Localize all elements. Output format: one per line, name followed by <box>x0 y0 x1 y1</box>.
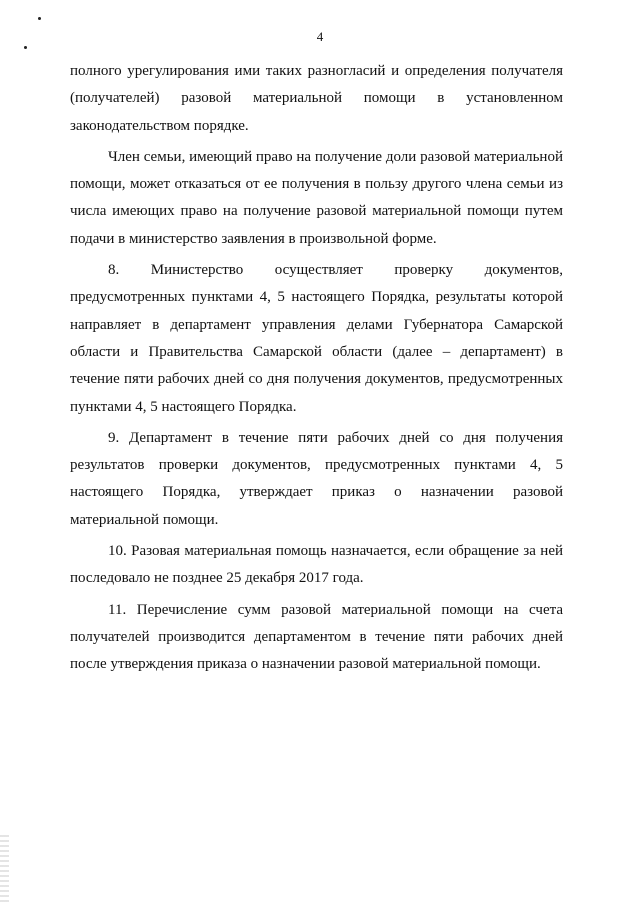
scan-edge-artifact <box>0 835 9 905</box>
page-number: 4 <box>316 29 324 44</box>
paragraph-continuation: полного урегулирования ими таких разногласий и определения получателя (получателей) разовой материальной помощи в установленном законодательством порядке. <box>70 63 563 134</box>
paragraph-family-member-refusal: Член семьи, имеющий право на получение доли разовой материальной помощи, может отказаться от ее получения в пользу другого члена семьи из числа имеющих право на получение разовой материальной помощи путем подачи в министерство заявления в произвольной форме. <box>70 148 563 247</box>
document-body <box>70 58 563 679</box>
paragraph-item-11: 11. Перечисление сумм разовой материальной помощи на счета получателей производится департаментом в течение пяти рабочих дней после утверждения приказа о назначении разовой материальной помощи. <box>70 601 563 673</box>
scan-speck <box>38 17 41 20</box>
paragraph-item-9: 9. Департамент в течение пяти рабочих дней со дня получения результатов проверки документов, предусмотренных пунктами 4, 5 настоящего Порядка, утверждает приказ о назначении разовой материальной помощи. <box>70 429 563 528</box>
scan-speck <box>24 46 27 49</box>
paragraph-item-8: 8. Министерство осуществляет проверку документов, предусмотренных пунктами 4, 5 настоящего Порядка, результаты которой направляет в департамент управления делами Губернатора Самарской области и Правительства Самарской области (далее – департамент) в течение пяти рабочих дней со дня получения документов, предусмотренных пунктами 4, 5 настоящего Порядка. <box>70 262 563 415</box>
paragraph-item-10: 10. Разовая материальная помощь назначается, если обращение за ней последовало не позднее 25 декабря 2017 года. <box>70 543 563 587</box>
